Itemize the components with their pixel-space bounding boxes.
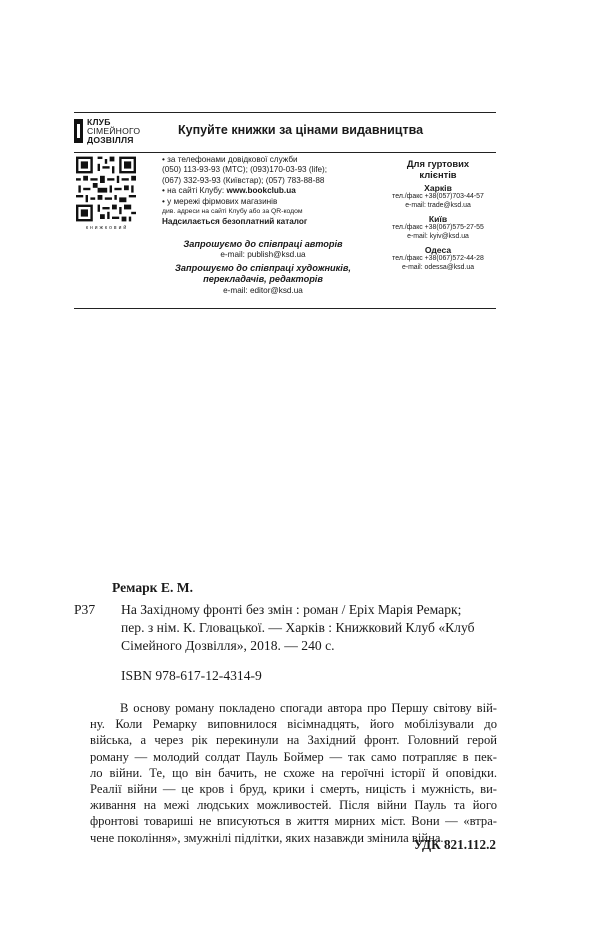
phone-intro: • за телефонами довідкової служби: [162, 155, 298, 164]
annotation-line: живання на межі людських можливостей. Після війни Пауль та його: [90, 798, 497, 813]
annotation-line: чене покоління», змужнілі підлітки, яких назавжди змінила війна...: [90, 830, 450, 845]
phone-line-2: (067) 332-93-93 (Київстар); (057) 783-88-88: [162, 175, 325, 185]
qr-code-icon: [76, 156, 136, 222]
phone-line-1: (050) 113-93-93 (МТС); (093)170-03-93 (life);: [162, 165, 328, 175]
logo-line-2: СІМЕЙНОГО: [87, 126, 141, 136]
site-prefix: • на сайті Клубу:: [162, 186, 227, 196]
bottom-rule: [74, 308, 496, 309]
city-odesa-phone: тел./факс +38(067)572-44-28: [392, 255, 484, 263]
city-kharkiv: Харків: [424, 183, 452, 193]
publisher-advert: [74, 112, 496, 308]
city-kyiv-email[interactable]: e-mail: kyiv@ksd.ua: [407, 232, 469, 240]
city-kyiv-phone: тел./факс +38(067)575-27-55: [392, 224, 484, 232]
city-odesa: Одеса: [424, 245, 452, 256]
annotation-line: війська, а через рік перекинули на Західний фронт. Головний герой: [90, 733, 497, 748]
annotation-line: роману — молодий солдат Пауль Боймер — так само потрапляє в пек-: [90, 749, 497, 764]
annotation-line: ло війни. Те, що він бачить, не схоже на героїчні історії й оповідки.: [90, 765, 497, 780]
book-icon: [74, 119, 83, 143]
wholesale-title-1: Для гуртових: [406, 158, 470, 169]
wholesale-title-2: клієнтів: [419, 169, 457, 180]
library-code: Р37: [74, 602, 96, 617]
authors-invite: Запрошуємо до співпраці авторів: [183, 239, 343, 249]
contact-info: [162, 155, 327, 228]
shops-note: див. адреси на сайті Клубу або за QR-кодом: [162, 208, 303, 216]
annotation-line: Реалії війни — це кров і бруд, крики і смерть, ницість і мужність, ви-: [90, 782, 497, 797]
city-odesa-email[interactable]: e-mail: odessa@ksd.ua: [401, 263, 475, 271]
site-link[interactable]: www.bookclub.ua: [226, 186, 296, 196]
artists-invite-2: перекладачів, редакторів: [203, 274, 323, 284]
top-rule: [74, 112, 496, 113]
authors-email[interactable]: e-mail: publish@ksd.ua: [220, 250, 306, 259]
biblio-line-3: Сімейного Дозвілля», 2018. — 240 с.: [121, 638, 335, 653]
city-kyiv: Київ: [428, 214, 448, 225]
annotation: [90, 700, 497, 846]
city-kharkiv-email[interactable]: e-mail: trade@ksd.ua: [405, 201, 471, 209]
annotation-line: фронтові товариші не вписуються в життя мирних міст. Вони — «втра-: [90, 814, 497, 829]
udk-code: УДК 821.112.2: [413, 837, 496, 852]
city-kharkiv-phone: тел./факс +38(057)703-44-57: [392, 193, 484, 200]
wholesale-block: [380, 158, 496, 273]
divider-rule: [74, 152, 496, 153]
biblio-line-1: На Західному фронті без змін : роман / Еріх Марія Ремарк;: [121, 602, 462, 617]
logo-line-1: КЛУБ: [87, 117, 111, 127]
isbn: ISBN 978-617-12-4314-9: [121, 668, 262, 683]
annotation-line: ну. Коли Ремарку виповнилося вісімнадцять, його мобілізували до: [90, 717, 497, 732]
annotation-line: В основу роману покладено спогади автора про Першу світову вій-: [120, 701, 497, 715]
slogan: Купуйте книжки за цінами видавництва: [178, 123, 424, 137]
biblio-line-2: пер. з нім. К. Гловацької. — Харків : Книжковий Клуб «Клуб: [121, 620, 475, 635]
site-line: [162, 186, 327, 196]
book-author: Ремарк Е. М.: [112, 580, 194, 595]
catalog-note: Надсилається безоплатний каталог: [162, 217, 308, 227]
publisher-logo: [74, 117, 164, 151]
qr-caption: книжковий: [85, 225, 129, 231]
logo-line-3: ДОЗВІЛЛЯ: [87, 135, 134, 145]
artists-email[interactable]: e-mail: editor@ksd.ua: [223, 286, 303, 295]
artists-invite-1: Запрошуємо до співпраці художників,: [175, 263, 351, 273]
shops-line: • у мережі фірмових магазинів: [162, 196, 278, 206]
